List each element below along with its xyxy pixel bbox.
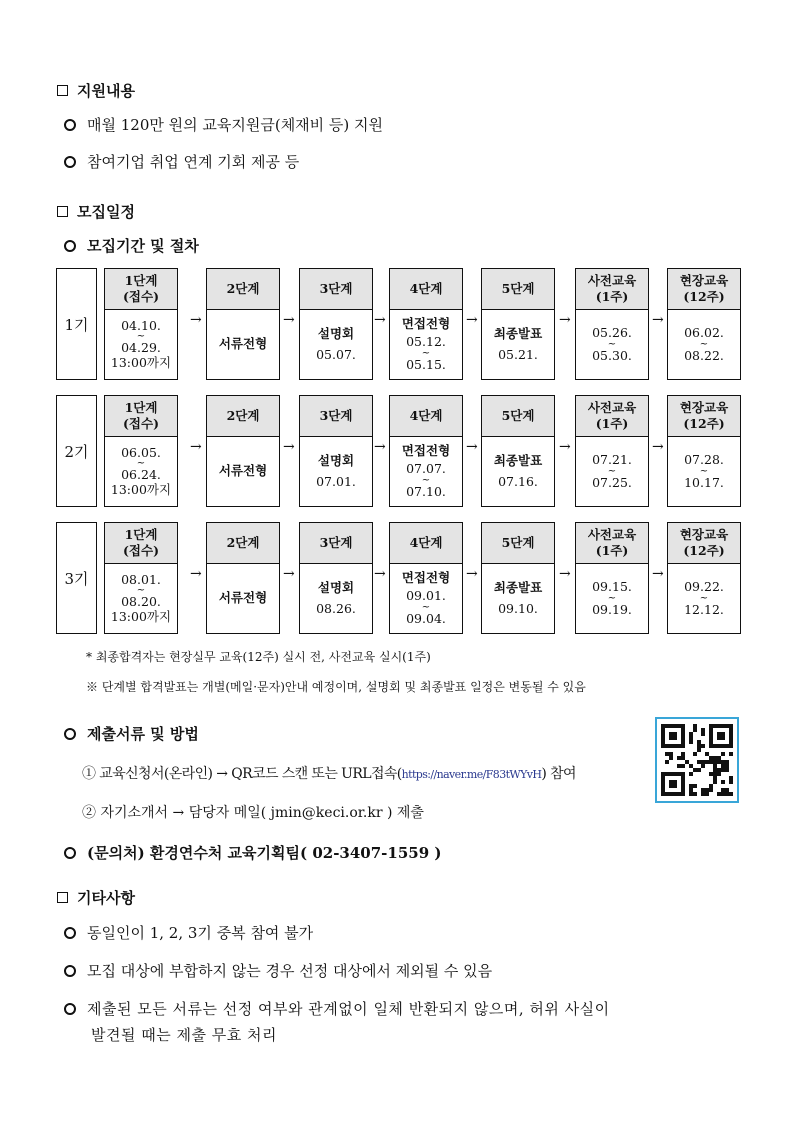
stage-body: 최종발표 09.10.	[493, 580, 543, 616]
stage-2-box	[206, 268, 280, 380]
stage-header: 1단계 (접수)	[105, 396, 177, 437]
right-arrow-icon: →	[559, 566, 571, 582]
list-item-continuation: 발견될 때는 제출 무효 처리	[91, 1026, 277, 1044]
stage-7-box	[667, 522, 741, 634]
stage-header: 4단계	[390, 396, 462, 437]
stage-4-box	[389, 268, 463, 380]
note-final-pass: * 최종합격자는 현장실무 교육(12주) 실시 전, 사전교육 실시(1주)	[86, 650, 431, 664]
list-item: 모집 대상에 부합하지 않는 경우 선정 대상에서 제외될 수 있음	[64, 960, 492, 981]
section-recruit-heading	[57, 201, 135, 222]
stage-6-box	[575, 522, 649, 634]
stage-7-box	[667, 268, 741, 380]
stage-header: 2단계	[207, 396, 279, 437]
stage-4-box	[389, 522, 463, 634]
stage-body: 09.15. ~ 09.19.	[592, 579, 632, 617]
right-arrow-icon: →	[559, 312, 571, 328]
stage-header: 현장교육 (12주)	[668, 269, 740, 310]
right-arrow-icon: →	[466, 566, 478, 582]
stage-header: 5단계	[482, 396, 554, 437]
list-item: 매월 120만 원의 교육지원금(체재비 등) 지원	[64, 114, 383, 135]
stage-1-box	[104, 268, 178, 380]
list-item: 참여기업 취업 연계 기회 제공 등	[64, 151, 299, 172]
stage-body: 07.28. ~ 10.17.	[684, 452, 724, 490]
stage-2-box	[206, 395, 280, 507]
right-arrow-icon: →	[374, 439, 386, 455]
stage-header: 사전교육 (1주)	[576, 396, 648, 437]
circle-bullet-icon	[64, 728, 76, 740]
circle-bullet-icon	[64, 965, 76, 977]
section-title: 기타사항	[77, 889, 135, 907]
stage-3-box	[299, 268, 373, 380]
right-arrow-icon: →	[190, 566, 202, 582]
section-support-heading	[57, 80, 135, 101]
stage-header: 2단계	[207, 523, 279, 564]
right-arrow-icon: →	[283, 312, 295, 328]
circle-bullet-icon	[64, 119, 76, 131]
stage-body: 최종발표 05.21.	[493, 326, 543, 362]
stage-6-box	[575, 268, 649, 380]
stage-body: 서류전형	[218, 336, 268, 352]
stage-body: 05.26. ~ 05.30.	[592, 325, 632, 363]
stage-body: 04.10. ~ 04.29. 13:00까지	[110, 317, 172, 370]
stage-body: 서류전형	[218, 590, 268, 606]
right-arrow-icon: →	[466, 439, 478, 455]
circle-bullet-icon	[64, 156, 76, 168]
right-arrow-icon: →	[283, 439, 295, 455]
stage-header: 현장교육 (12주)	[668, 523, 740, 564]
right-arrow-icon: →	[466, 312, 478, 328]
stage-1-box	[104, 522, 178, 634]
circle-bullet-icon	[64, 1003, 76, 1015]
schedule-flow	[56, 522, 741, 634]
right-arrow-icon: →	[652, 566, 664, 582]
recruit-period-heading: 모집기간 및 절차	[64, 235, 199, 256]
circle-bullet-icon	[64, 847, 76, 859]
stage-body: 08.01. ~ 08.20. 13:00까지	[110, 571, 172, 624]
section-etc-heading	[57, 887, 135, 908]
stage-5-box	[481, 522, 555, 634]
generation-label: 3기	[56, 522, 97, 634]
stage-header: 5단계	[482, 523, 554, 564]
submit-item-1: ① 교육신청서(온라인) → QR코드 스캔 또는 URL접속(https://naver.me/F83tWYvH) 참여	[82, 766, 576, 782]
stage-header: 사전교육 (1주)	[576, 269, 648, 310]
square-bullet-icon	[57, 206, 68, 217]
section-title: 지원내용	[77, 82, 135, 100]
right-arrow-icon: →	[374, 566, 386, 582]
stage-body: 서류전형	[218, 463, 268, 479]
submit-heading: 제출서류 및 방법	[64, 723, 199, 744]
stage-7-box	[667, 395, 741, 507]
note-announcement: ※ 단계별 합격발표는 개별(메일·문자)안내 예정이며, 설명회 및 최종발표 일정은 변동될 수 있음	[86, 680, 586, 694]
right-arrow-icon: →	[559, 439, 571, 455]
generation-label: 1기	[56, 268, 97, 380]
contact-info: (문의처) 환경연수처 교육기획팀( 02-3407-1559 )	[64, 842, 441, 863]
right-arrow-icon: →	[283, 566, 295, 582]
stage-body: 면접전형 05.12. ~ 05.15.	[401, 315, 451, 372]
stage-header: 사전교육 (1주)	[576, 523, 648, 564]
stage-6-box	[575, 395, 649, 507]
right-arrow-icon: →	[190, 312, 202, 328]
stage-header: 4단계	[390, 269, 462, 310]
stage-4-box	[389, 395, 463, 507]
right-arrow-icon: →	[652, 439, 664, 455]
schedule-flow	[56, 268, 741, 380]
schedule-flow	[56, 395, 741, 507]
list-item: 동일인이 1, 2, 3기 중복 참여 불가	[64, 922, 313, 943]
stage-header: 1단계 (접수)	[105, 269, 177, 310]
stage-5-box	[481, 268, 555, 380]
stage-body: 06.02. ~ 08.22.	[684, 325, 724, 363]
stage-header: 현장교육 (12주)	[668, 396, 740, 437]
stage-3-box	[299, 522, 373, 634]
right-arrow-icon: →	[374, 312, 386, 328]
square-bullet-icon	[57, 85, 68, 96]
stage-body: 09.22. ~ 12.12.	[684, 579, 724, 617]
stage-body: 최종발표 07.16.	[493, 453, 543, 489]
stage-body: 06.05. ~ 06.24. 13:00까지	[110, 444, 172, 497]
square-bullet-icon	[57, 892, 68, 903]
circle-bullet-icon	[64, 927, 76, 939]
stage-body: 07.21. ~ 07.25.	[592, 452, 632, 490]
stage-header: 1단계 (접수)	[105, 523, 177, 564]
stage-header: 4단계	[390, 523, 462, 564]
stage-header: 2단계	[207, 269, 279, 310]
generation-label: 2기	[56, 395, 97, 507]
stage-body: 설명회 08.26.	[316, 580, 356, 616]
stage-2-box	[206, 522, 280, 634]
right-arrow-icon: →	[652, 312, 664, 328]
stage-header: 3단계	[300, 269, 372, 310]
section-title: 모집일정	[77, 203, 135, 221]
qr-code-icon[interactable]	[655, 717, 739, 803]
stage-header: 3단계	[300, 396, 372, 437]
stage-body: 면접전형 09.01. ~ 09.04.	[401, 569, 451, 626]
list-item: 제출된 모든 서류는 선정 여부와 관계없이 일체 반환되지 않으며, 허위 사실이	[64, 998, 610, 1019]
stage-5-box	[481, 395, 555, 507]
stage-header: 5단계	[482, 269, 554, 310]
stage-1-box	[104, 395, 178, 507]
application-url-link[interactable]: https://naver.me/F83tWYvH	[401, 768, 542, 781]
stage-header: 3단계	[300, 523, 372, 564]
stage-3-box	[299, 395, 373, 507]
right-arrow-icon: →	[190, 439, 202, 455]
circle-bullet-icon	[64, 240, 76, 252]
stage-body: 설명회 05.07.	[316, 326, 356, 362]
submit-item-2: ② 자기소개서 → 담당자 메일( jmin@keci.or.kr ) 제출	[82, 805, 424, 821]
stage-body: 면접전형 07.07. ~ 07.10.	[401, 442, 451, 499]
stage-body: 설명회 07.01.	[316, 453, 356, 489]
